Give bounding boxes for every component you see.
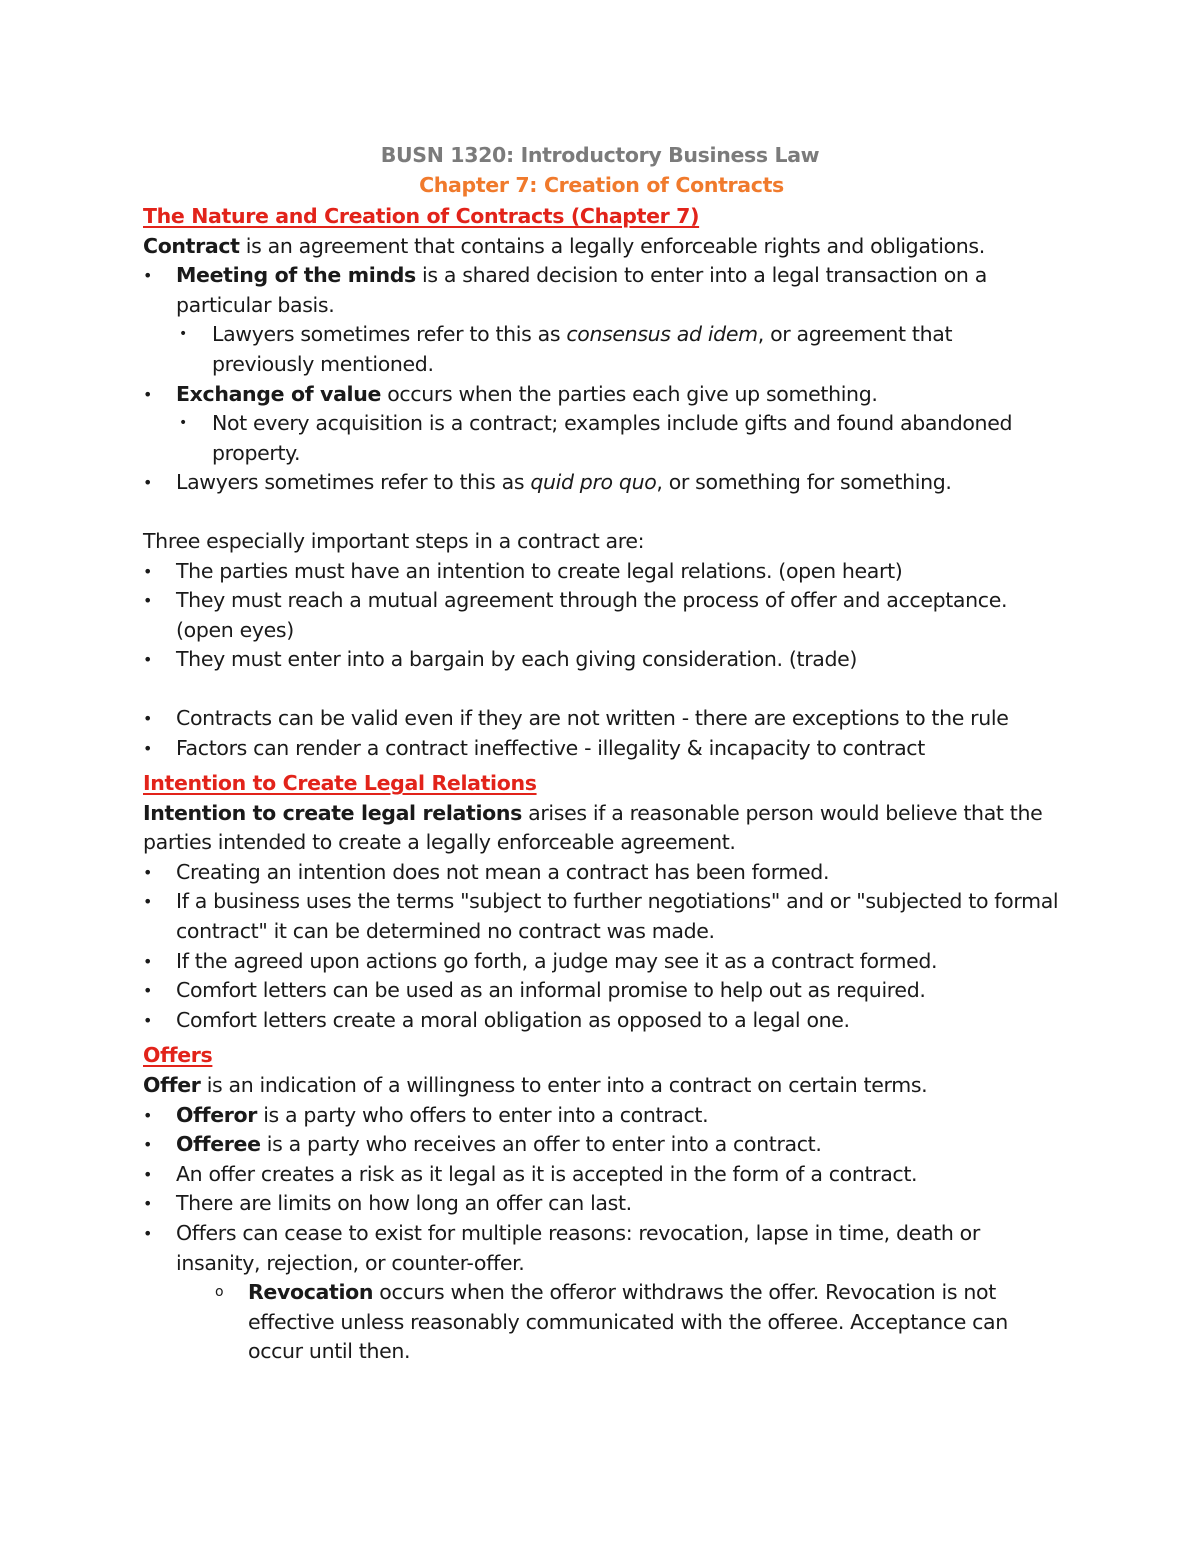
list-item [143, 1219, 1060, 1278]
list-item [143, 734, 1060, 764]
bullet-icon: • [143, 591, 153, 611]
list-item [143, 380, 1060, 410]
definition-text: is an indication of a willingness to enter into a contract on certain terms. [200, 1073, 928, 1098]
item-text: occurs when the offeror withdraws the offer. Revocation is not effective unless reasonably communicated with the offeree. Acceptance can occur until then. [248, 1280, 1008, 1364]
chapter-title: Chapter 7: Creation of Contracts [419, 173, 784, 197]
list-item [143, 947, 1060, 977]
item-text: Comfort letters create a moral obligation as opposed to a legal one. [176, 1007, 850, 1032]
item-text: Offers can cease to exist for multiple reasons: revocation, lapse in time, death or insanity, rejection, or counter-offer. [176, 1221, 980, 1275]
item-text: If a business uses the terms "subject to further negotiations" and or "subjected to formal contract" it can be determined no contract was made. [176, 889, 1059, 944]
section-heading: The Nature and Creation of Contracts (Chapter 7) [143, 204, 700, 228]
item-text: occurs when the parties each give up something. [381, 381, 878, 406]
list-item [143, 704, 1060, 734]
bullet-icon: • [143, 1164, 153, 1184]
definition-text: arises if a reasonable person would believe that the parties intended to create a legally enforceable agreement. [143, 800, 1043, 855]
steps-intro: Three especially important steps in a contract are: [143, 528, 645, 553]
bullet-list [143, 1101, 1060, 1367]
bullet-list [143, 858, 1060, 1036]
definition-offer [143, 1071, 1060, 1101]
item-text: is a party who offers to enter into a contract. [257, 1102, 709, 1127]
term: Offer [143, 1073, 201, 1098]
section-heading: Offers [143, 1043, 213, 1068]
list-item [143, 1278, 1060, 1367]
item-text: They must enter into a bargain by each giving consideration. (trade) [176, 647, 858, 672]
item-text: They must reach a mutual agreement through the process of offer and acceptance. (open eyes) [176, 588, 1008, 642]
steps-list [143, 557, 1060, 675]
notes-list [143, 704, 1060, 763]
bullet-icon: • [179, 326, 187, 343]
item-text: Lawyers sometimes refer to this as [176, 470, 531, 495]
bullet-icon: • [143, 384, 153, 404]
bullet-list [143, 261, 1060, 498]
item-text: Comfort letters can be used as an informal promise to help out as required. [176, 978, 926, 1003]
bullet-icon: • [143, 1105, 153, 1125]
term: Meeting of the minds [176, 263, 416, 288]
bullet-icon: • [143, 561, 153, 581]
item-text: Not every acquisition is a contract; examples include gifts and found abandoned property. [212, 411, 1013, 465]
list-item [143, 468, 1060, 498]
section-nature-of-contracts [143, 202, 1060, 763]
list-item [143, 1006, 1060, 1036]
bullet-icon: • [143, 650, 153, 670]
list-item [143, 320, 1060, 379]
term: Revocation [248, 1280, 374, 1305]
item-text: , or agreement that previously mentioned. [212, 322, 953, 376]
bullet-icon: • [143, 951, 153, 971]
list-item [143, 1189, 1060, 1219]
term: Intention to create legal relations [143, 800, 522, 825]
bullet-icon: • [179, 415, 187, 432]
list-item [143, 1130, 1060, 1160]
definition-text: is an agreement that contains a legally enforceable rights and obligations. [239, 233, 985, 258]
term: Offeree [176, 1132, 261, 1157]
section-intention [143, 769, 1060, 1035]
item-text: Creating an intention does not mean a contract has been formed. [176, 859, 830, 884]
bullet-icon: • [143, 473, 153, 493]
emphasis: consensus ad idem [566, 322, 758, 347]
section-offers [143, 1041, 1060, 1367]
item-text: An offer creates a risk as it legal as it is accepted in the form of a contract. [176, 1161, 918, 1186]
list-item [143, 409, 1060, 468]
item-text: is a party who receives an offer to enter into a contract. [260, 1132, 822, 1157]
definition-contract [143, 232, 1060, 262]
bullet-icon: • [143, 708, 153, 728]
item-text: Contracts can be valid even if they are not written - there are exceptions to the rule [176, 705, 1009, 730]
circle-bullet-icon: o [215, 1284, 224, 1301]
list-item [143, 645, 1060, 675]
list-item [143, 586, 1060, 645]
bullet-icon: • [143, 1194, 153, 1214]
bullet-icon: • [143, 1135, 153, 1155]
list-item [143, 261, 1060, 320]
definition-intention [143, 799, 1060, 858]
item-text: The parties must have an intention to create legal relations. (open heart) [176, 558, 903, 583]
section-heading: Intention to Create Legal Relations [143, 771, 537, 796]
item-text: There are limits on how long an offer can last. [176, 1191, 632, 1216]
bullet-icon: • [143, 862, 153, 882]
list-item [143, 557, 1060, 587]
course-title: BUSN 1320: Introductory Business Law [380, 143, 820, 167]
list-item [143, 1101, 1060, 1131]
spacer [143, 675, 1060, 704]
bullet-icon: • [143, 892, 153, 912]
list-item [143, 1160, 1060, 1190]
list-item [143, 976, 1060, 1006]
term: Offeror [176, 1102, 258, 1127]
emphasis: quid pro quo [530, 470, 657, 495]
item-text: Factors can render a contract ineffective - illegality & incapacity to contract [176, 735, 925, 760]
bullet-icon: • [143, 738, 153, 758]
bullet-icon: • [143, 981, 153, 1001]
term: Contract [143, 233, 240, 258]
item-text: is a shared decision to enter into a legal transaction on a particular basis. [176, 263, 987, 317]
bullet-icon: • [143, 266, 153, 286]
bullet-icon: • [143, 1010, 153, 1030]
item-text: , or something for something. [656, 470, 952, 495]
item-text: If the agreed upon actions go forth, a judge may see it as a contract formed. [176, 948, 938, 973]
list-item [143, 858, 1060, 888]
list-item [143, 887, 1060, 946]
term: Exchange of value [176, 381, 382, 406]
bullet-icon: • [143, 1224, 153, 1243]
item-text: Lawyers sometimes refer to this as [212, 322, 567, 347]
